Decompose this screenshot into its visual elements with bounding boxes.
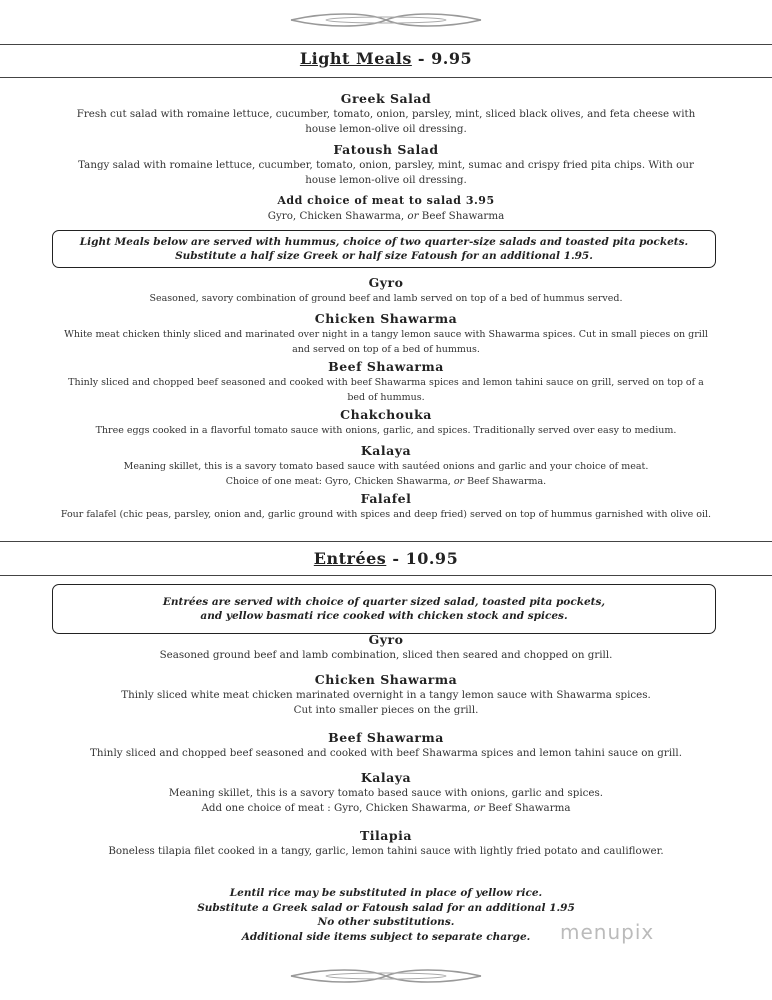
light-meals-note-box	[52, 230, 716, 268]
footer-note-line: Lentil rice may be substituted in place of yellow rice.	[229, 887, 543, 899]
item-name: Gyro	[368, 275, 404, 290]
item-desc: Gyro, Chicken Shawarma, or Beef Shawarma	[267, 210, 505, 222]
item-desc: Choice of one meat: Gyro, Chicken Shawarma, or Beef Shawarma.	[225, 476, 547, 487]
item-desc: Seasoned, savory combination of ground beef and lamb served on top of a bed of hummus served.	[149, 293, 623, 304]
item-name: Chakchouka	[340, 407, 432, 422]
top-flourish-ornament	[286, 10, 486, 30]
divider-line	[0, 575, 772, 576]
item-desc: Seasoned ground beef and lamb combination, sliced then seared and chopped on grill.	[159, 649, 613, 661]
item-name: Add choice of meat to salad 3.95	[277, 194, 495, 207]
footer-note-line: Substitute a Greek salad or Fatoush salad for an additional 1.95	[197, 901, 575, 914]
item-desc: Four falafel (chic peas, parsley, onion and, garlic ground with spices and deep fried) served on top of hummus garnished with olive oil.	[60, 509, 712, 520]
item-name: Chicken Shawarma	[314, 672, 458, 687]
item-desc: and served on top of a bed of hummus.	[292, 344, 480, 355]
menu-item	[40, 91, 732, 137]
item-desc: Boneless tilapia filet cooked in a tangy, garlic, lemon tahini sauce with lightly fried potato and cauliflower.	[108, 845, 664, 857]
menu-item	[40, 730, 732, 761]
item-name: Beef Shawarma	[328, 359, 444, 374]
entrees-heading	[0, 549, 772, 568]
item-name: Tilapia	[360, 828, 412, 843]
section-price: - 9.95	[411, 49, 473, 68]
menu-item	[40, 359, 732, 405]
light-meals-heading	[0, 49, 772, 68]
note-line: Light Meals below are served with hummus, choice of two quarter-size salads and toasted pita pockets.	[79, 236, 689, 248]
item-desc: Meaning skillet, this is a savory tomato based sauce with sautéed onions and garlic and your choice of meat.	[123, 461, 649, 472]
menu-item	[40, 275, 732, 306]
section-price: - 10.95	[386, 549, 459, 568]
note-line: Entrées are served with choice of quarter sized salad, toasted pita pockets,	[162, 596, 606, 608]
item-desc: house lemon-olive oil dressing.	[305, 174, 467, 186]
watermark: menupix	[560, 920, 655, 944]
item-name: Beef Shawarma	[328, 730, 444, 745]
divider-line	[0, 44, 772, 45]
item-desc: Thinly sliced and chopped beef seasoned and cooked with beef Shawarma spices and lemon tahini sauce on grill.	[90, 747, 682, 759]
menu-item	[40, 672, 732, 718]
entrees-note-box	[52, 584, 716, 634]
item-desc: White meat chicken thinly sliced and marinated over night in a tangy lemon sauce with Shawarma spices. Cut in small pieces on grill	[64, 329, 708, 340]
menu-item	[40, 443, 732, 489]
menu-item	[40, 407, 732, 438]
item-name: Gyro	[368, 632, 404, 647]
note-line: and yellow basmati rice cooked with chicken stock and spices.	[200, 610, 568, 622]
menu-item	[40, 311, 732, 357]
footer-note-line: Additional side items subject to separate charge.	[241, 930, 531, 943]
item-name: Fatoush Salad	[333, 142, 439, 157]
menu-item	[40, 828, 732, 859]
item-desc: Three eggs cooked in a flavorful tomato sauce with onions, garlic, and spices. Traditionally served over easy to medium.	[95, 425, 677, 436]
item-name: Falafel	[360, 491, 412, 506]
item-desc: Meaning skillet, this is a savory tomato based sauce with onions, garlic and spices.	[168, 787, 604, 799]
section-title: Light Meals	[299, 49, 412, 68]
item-desc: bed of hummus.	[347, 392, 425, 403]
divider-line	[0, 541, 772, 542]
item-desc: Thinly sliced white meat chicken marinated overnight in a tangy lemon sauce with Shawarma spices.	[121, 689, 651, 701]
item-name: Greek Salad	[340, 91, 432, 106]
menu-item	[40, 770, 732, 816]
item-desc: Thinly sliced and chopped beef seasoned and cooked with beef Shawarma spices and lemon tahini sauce on grill, served on top of a	[68, 377, 704, 388]
item-desc: Add one choice of meat : Gyro, Chicken Shawarma, or Beef Shawarma	[201, 802, 571, 814]
note-line: Substitute a half size Greek or half size Fatoush for an additional 1.95.	[175, 250, 593, 262]
item-desc: Cut into smaller pieces on the grill.	[293, 704, 479, 716]
divider-line	[0, 77, 772, 78]
bottom-flourish-ornament	[286, 966, 486, 986]
section-title: Entrées	[313, 549, 387, 568]
menu-item	[40, 632, 732, 663]
item-desc: Fresh cut salad with romaine lettuce, cucumber, tomato, onion, parsley, mint, sliced black olives, and feta cheese with	[76, 108, 696, 120]
addon-item	[40, 193, 732, 224]
item-desc: house lemon-olive oil dressing.	[305, 123, 467, 135]
item-name: Kalaya	[360, 443, 412, 458]
menu-item	[40, 142, 732, 188]
item-name: Kalaya	[360, 770, 412, 785]
footer-note-line: No other substitutions.	[317, 916, 455, 928]
menu-item	[40, 491, 732, 522]
item-name: Chicken Shawarma	[314, 311, 458, 326]
item-desc: Tangy salad with romaine lettuce, cucumber, tomato, onion, parsley, mint, sumac and crispy fried pita chips. With our	[78, 159, 694, 171]
